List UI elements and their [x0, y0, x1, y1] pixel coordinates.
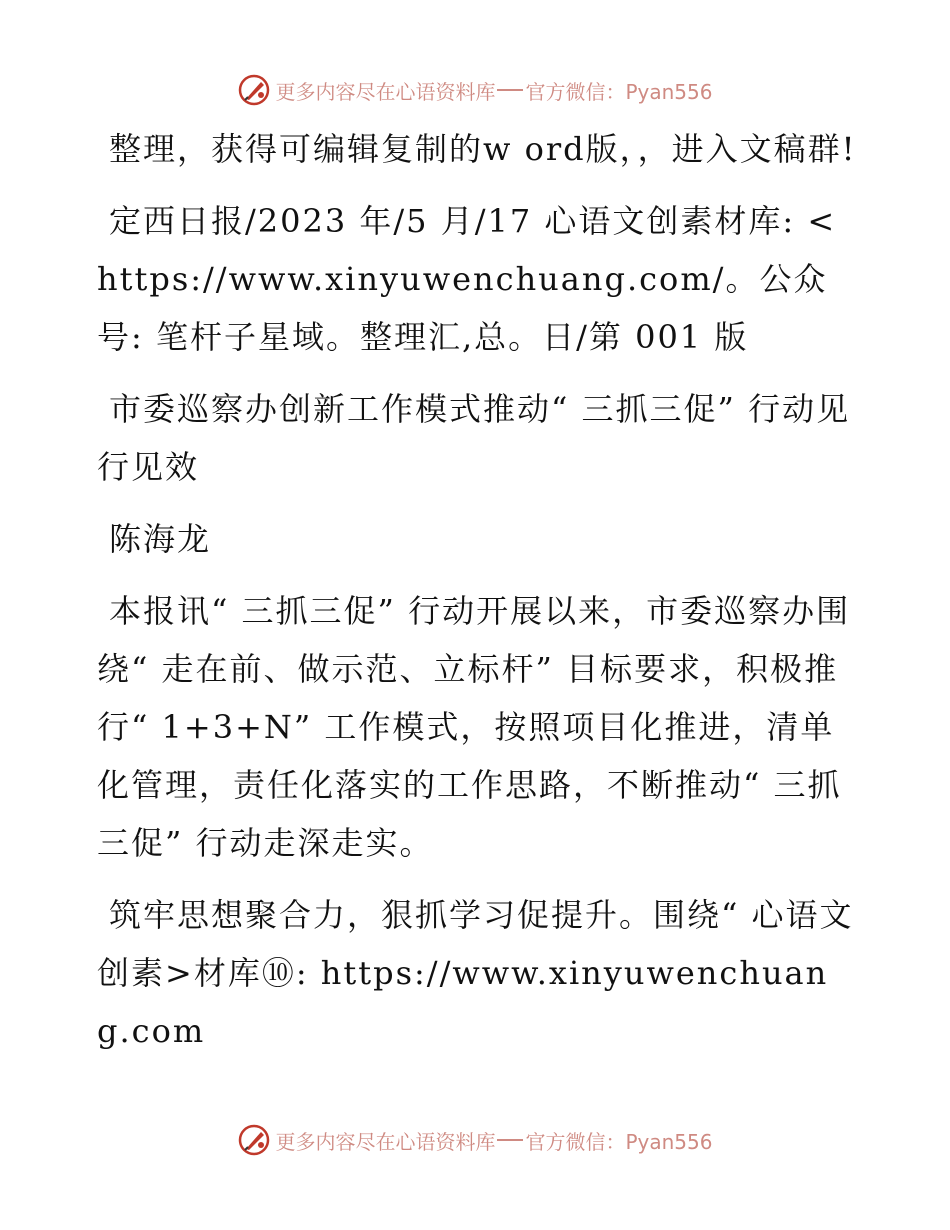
article-lead-paragraph: 本报讯“ 三抓三促” 行动开展以来，市委巡察办围绕“ 走在前、做示范、立标杆” 目标要求，积极推行“ 1+3+N” 工作模式，按照项目化推进，清单化管理，责任化落实的工作思路，不断推动“ 三抓三促” 行动走深走实。 [97, 592, 851, 862]
header-watermark [0, 70, 950, 110]
intro-paragraph: 整理，获得可编辑复制的w ord版，，进入文稿群! [109, 130, 857, 168]
article-title: 市委巡察办创新工作模式推动“ 三抓三促” 行动见行见效 [97, 390, 851, 486]
document-body [97, 120, 857, 1074]
watermark-site-text: 更多内容尽在心语资料库 [275, 1129, 496, 1154]
quill-pen-logo-icon [237, 73, 271, 107]
watermark-contact-text: 官方微信：Pyan556 [525, 79, 713, 104]
watermark-dash [497, 89, 523, 91]
footer-watermark [0, 1120, 950, 1160]
source-paragraph: 定西日报/2023 年/5 月/17 心语文创素材库: <https://www.xinyuwenchuang.com/。公众号: 笔杆子星域。整理汇,总。日/第 001 版 [97, 202, 837, 356]
article-body-paragraph: 筑牢思想聚合力，狠抓学习促提升。围绕“ 心语文创素>材库⑩: https://www.xinyuwenchuang.com [97, 896, 854, 1050]
watermark-contact-text: 官方微信：Pyan556 [525, 1129, 713, 1154]
watermark-dash [497, 1139, 523, 1141]
quill-pen-logo-icon [237, 1123, 271, 1157]
article-author: 陈海龙 [109, 520, 212, 558]
watermark-site-text: 更多内容尽在心语资料库 [275, 79, 496, 104]
